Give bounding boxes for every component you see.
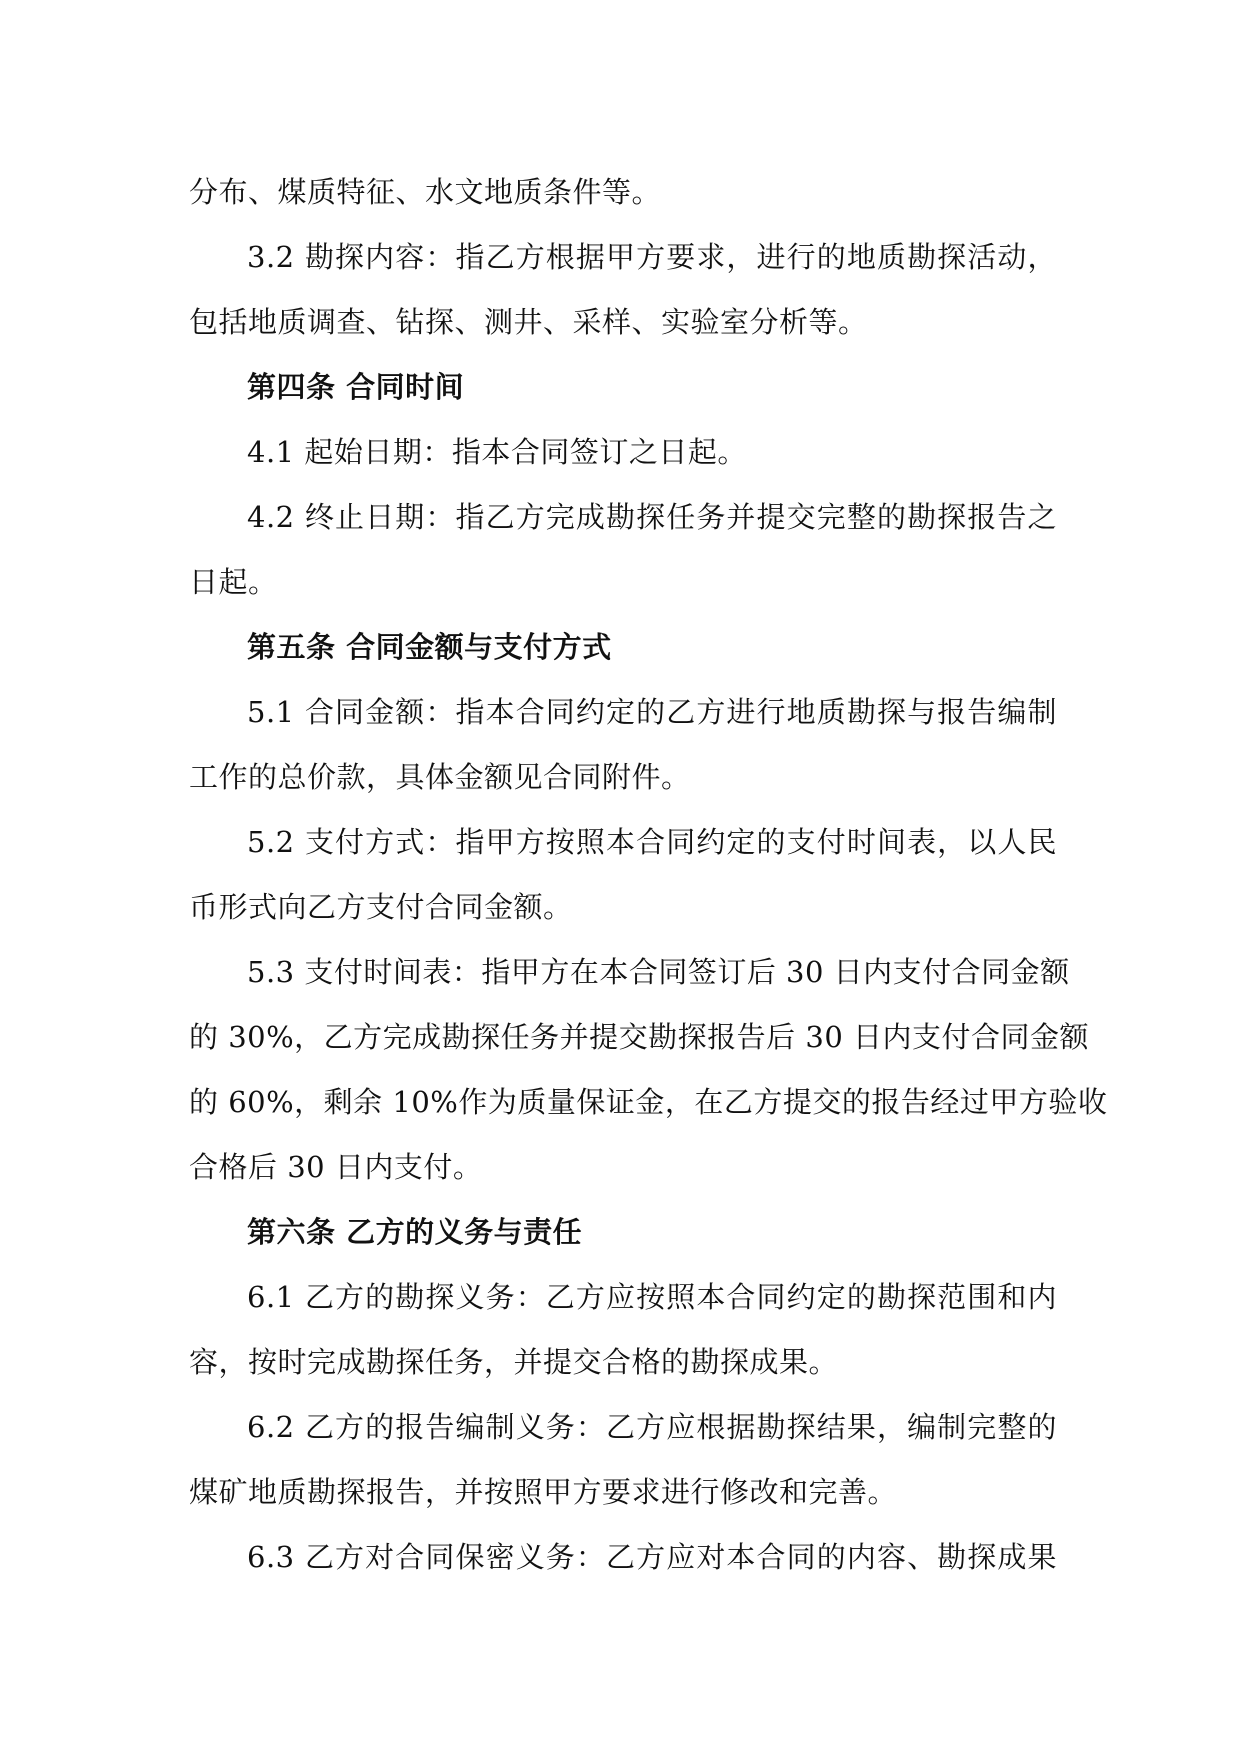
clause-5-2-line: 5.2 支付方式：指甲方按照本合同约定的支付时间表，以人民 <box>247 825 1057 859</box>
clause-3-2-line: 3.2 勘探内容：指乙方根据甲方要求，进行的地质勘探活动， <box>247 240 1057 274</box>
section-heading-article-6: 第六条 乙方的义务与责任 <box>247 1215 583 1249</box>
section-heading-article-5: 第五条 合同金额与支付方式 <box>247 630 612 664</box>
clause-6-3-line: 6.3 乙方对合同保密义务：乙方应对本合同的内容、勘探成果 <box>247 1540 1057 1574</box>
paragraph-line: 工作的总价款，具体金额见合同附件。 <box>189 760 691 794</box>
clause-4-1-line: 4.1 起始日期：指本合同签订之日起。 <box>247 435 747 469</box>
clause-6-1-line: 6.1 乙方的勘探义务：乙方应按照本合同约定的勘探范围和内 <box>247 1280 1057 1314</box>
clause-5-3-line: 5.3 支付时间表：指甲方在本合同签订后 30 日内支付合同金额 <box>247 955 1070 989</box>
paragraph-line: 容，按时完成勘探任务，并提交合格的勘探成果。 <box>189 1345 839 1379</box>
paragraph-line: 合格后 30 日内支付。 <box>189 1150 483 1184</box>
document-page <box>189 160 1108 1590</box>
section-heading-article-4: 第四条 合同时间 <box>247 370 465 404</box>
paragraph-line: 日起。 <box>189 565 278 599</box>
clause-6-2-line: 6.2 乙方的报告编制义务：乙方应根据勘探结果，编制完整的 <box>247 1410 1057 1444</box>
paragraph-line: 的 60%，剩余 10%作为质量保证金，在乙方提交的报告经过甲方验收 <box>189 1085 1108 1119</box>
paragraph-line: 分布、煤质特征、水文地质条件等。 <box>189 175 662 209</box>
clause-4-2-line: 4.2 终止日期：指乙方完成勘探任务并提交完整的勘探报告之 <box>247 500 1057 534</box>
paragraph-line: 币形式向乙方支付合同金额。 <box>189 890 573 924</box>
paragraph-line: 包括地质调查、钻探、测井、采样、实验室分析等。 <box>189 305 868 339</box>
clause-5-1-line: 5.1 合同金额：指本合同约定的乙方进行地质勘探与报告编制 <box>247 695 1057 729</box>
paragraph-line: 煤矿地质勘探报告，并按照甲方要求进行修改和完善。 <box>189 1475 898 1509</box>
paragraph-line: 的 30%，乙方完成勘探任务并提交勘探报告后 30 日内支付合同金额 <box>189 1020 1090 1054</box>
